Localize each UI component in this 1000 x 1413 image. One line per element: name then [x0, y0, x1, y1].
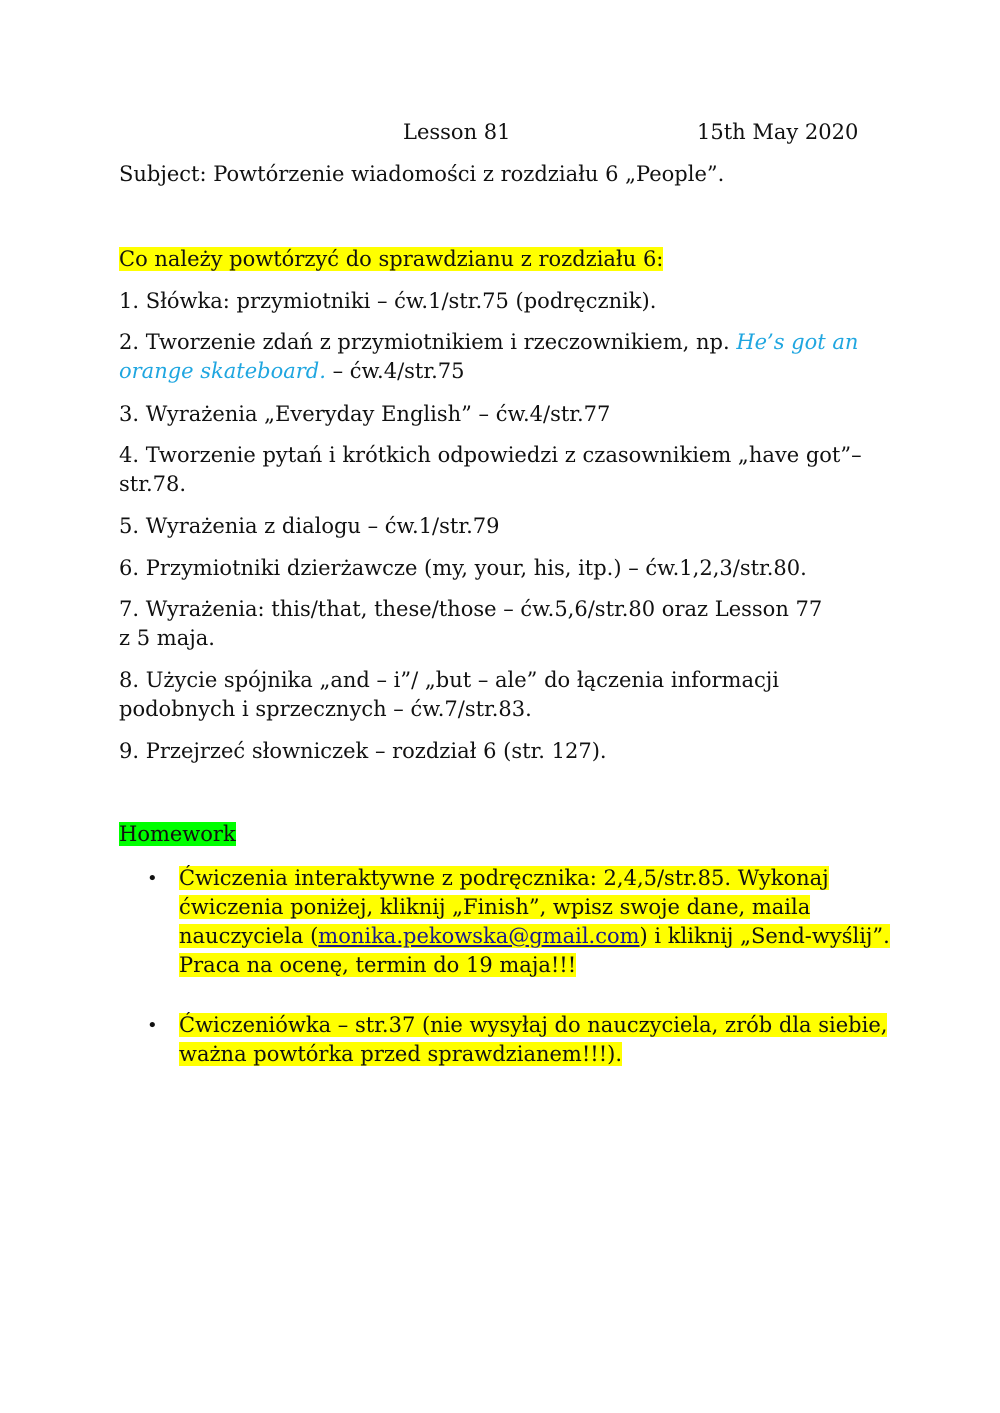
homework-item-2-line2: ważna powtórka przed sprawdzianem!!!).	[179, 1042, 623, 1066]
review-item-2-example-cont: orange skateboard.	[119, 359, 326, 383]
lesson-number: Lesson 81	[403, 120, 511, 144]
homework-item-1-line2: ćwiczenia poniżej, kliknij „Finish”, wpisz swoje dane, maila	[179, 895, 811, 919]
review-item-8-line1: 8. Użycie spójnika „and – i”/ „but – ale” do łączenia informacji	[119, 668, 779, 692]
homework-list-2	[119, 1011, 889, 1069]
homework-item-2-line1: Ćwiczeniówka – str.37 (nie wysyłaj do nauczyciela, zrób dla siebie,	[179, 1013, 888, 1037]
review-heading-text: Co należy powtórzyć do sprawdzianu z rozdziału 6:	[119, 247, 664, 271]
review-item-2-ref: – ćw.4/str.75	[325, 359, 465, 383]
review-item-2-text: 2. Tworzenie zdań z przymiotnikiem i rzeczownikiem, np.	[119, 330, 737, 354]
review-item-4-line2: str.78.	[119, 472, 187, 496]
bullet-icon: •	[147, 1015, 158, 1036]
review-item-8	[119, 666, 879, 724]
review-item-7-line2: z 5 maja.	[119, 626, 215, 650]
review-item-3: 3. Wyrażenia „Everyday English” – ćw.4/str.77	[119, 402, 611, 426]
homework-item-1-line1: Ćwiczenia interaktywne z podręcznika: 2,4,5/str.85. Wykonaj	[179, 866, 829, 890]
review-item-5: 5. Wyrażenia z dialogu – ćw.1/str.79	[119, 514, 500, 538]
review-item-1: 1. Słówka: przymiotniki – ćw.1/str.75 (podręcznik).	[119, 289, 657, 313]
review-item-9: 9. Przejrzeć słowniczek – rozdział 6 (str. 127).	[119, 739, 607, 763]
homework-item-1	[119, 864, 889, 980]
homework-heading-text: Homework	[119, 822, 236, 846]
bullet-icon: •	[147, 868, 158, 889]
review-item-2-example: He’s got an	[736, 330, 859, 354]
homework-item-1-line4: Praca na ocenę, termin do 19 maja!!!	[179, 953, 577, 977]
homework-item-1-line3-post: ) i kliknij „Send-wyślij”.	[639, 924, 890, 948]
homework-item-2	[119, 1011, 889, 1069]
review-item-4-line1: 4. Tworzenie pytań i krótkich odpowiedzi z czasownikiem „have got”–	[119, 443, 862, 467]
homework-item-1-line3-pre: nauczyciela (	[179, 924, 319, 948]
review-item-2	[119, 328, 879, 386]
review-item-6: 6. Przymiotniki dzierżawcze (my, your, his, itp.) – ćw.1,2,3/str.80.	[119, 556, 807, 580]
homework-heading	[119, 820, 236, 849]
review-item-4	[119, 441, 879, 499]
lesson-date: 15th May 2020	[697, 120, 859, 144]
review-item-7-line1: 7. Wyrażenia: this/that, these/those – ćw.5,6/str.80 oraz Lesson 77	[119, 597, 823, 621]
lesson-subject: Subject: Powtórzenie wiadomości z rozdziału 6 „People”.	[119, 162, 725, 186]
review-item-7	[119, 595, 879, 653]
homework-list	[119, 864, 889, 980]
teacher-email-link[interactable]: monika.pekowska@gmail.com	[318, 924, 640, 948]
review-item-8-line2: podobnych i sprzecznych – ćw.7/str.83.	[119, 697, 532, 721]
review-heading	[119, 245, 663, 274]
